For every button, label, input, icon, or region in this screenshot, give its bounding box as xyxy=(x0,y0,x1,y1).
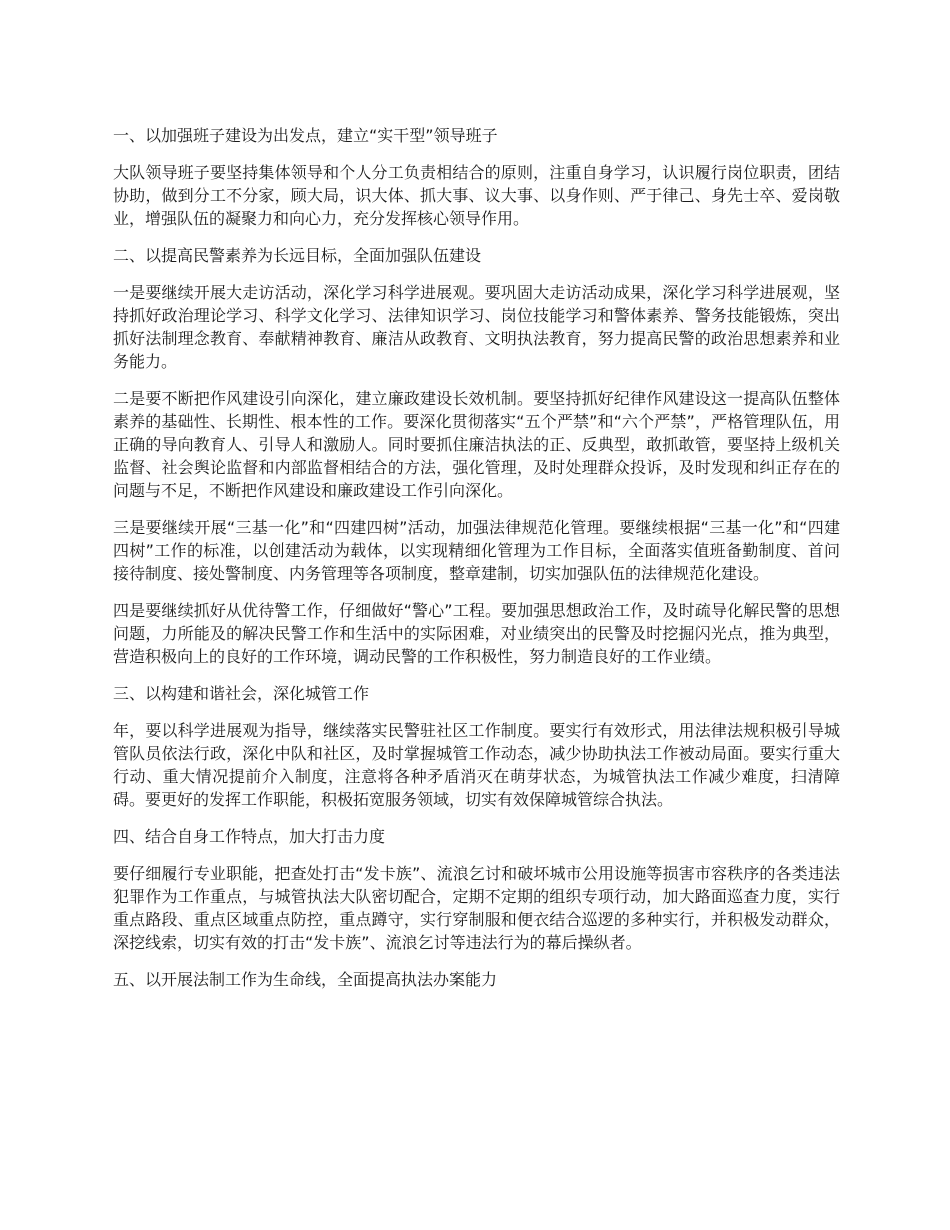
paragraph-crackdown: 要仔细履行专业职能，把查处打击“发卡族”、流浪乞讨和破坏城市公用设施等损害市容秩序的各类违法犯罪作为工作重点，与城管执法大队密切配合，定期不定期的组织专项行动，加大路面巡查力度，实行重点路段、重点区域重点防控，重点蹲守，实行穿制服和便衣结合巡逻的多种实行，并积极发动群众，深挖线索，切实有效的打击“发卡族”、流浪乞讨等违法行为的幕后操纵者。 xyxy=(113,864,840,952)
paragraph-leadership: 大队领导班子要坚持集体领导和个人分工负责相结合的原则，注重自身学习，认识履行岗位职责，团结协助，做到分工不分家，顾大局，识大体、抓大事、议大事、以身作则、严于律己、身先士卒、爱岗敬业，增强队伍的凝聚力和向心力，充分发挥核心领导作用。 xyxy=(113,163,840,228)
section-heading-2: 二、以提高民警素养为长远目标，全面加强队伍建设 xyxy=(113,246,482,265)
paragraph-visit-activity: 一是要继续开展大走访活动，深化学习科学进展观。要巩固大走访活动成果，深化学习科学进展观，坚持抓好政治理论学习、科学文化学习、法律知识学习、岗位技能学习和警体素养、警务技能锻炼，突出抓好法制理念教育、奉献精神教育、廉洁从政教育、文明执法教育，努力提高民警的政治思想素养和业务能力。 xyxy=(113,283,840,371)
section-heading-5: 五、以开展法制工作为生命线，全面提高执法办案能力 xyxy=(113,970,498,989)
paragraph-standardization: 三是要继续开展“三基一化”和“四建四树”活动，加强法律规范化管理。要继续根据“三基一化”和“四建四树”工作的标准，以创建活动为载体，以实现精细化管理为工作目标，全面落实值班备勤制度、首问接待制度、接处警制度、内务管理等各项制度，整章建制，切实加强队伍的法律规范化建设。 xyxy=(113,518,840,583)
section-heading-3: 三、以构建和谐社会，深化城管工作 xyxy=(113,684,370,703)
paragraph-work-style: 二是要不断把作风建设引向深化，建立廉政建设长效机制。要坚持抓好纪律作风建设这一提高队伍整体素养的基础性、长期性、根本性的工作。要深化贯彻落实“五个严禁”和“六个严禁”，严格管理队伍，用正确的导向教育人、引导人和激励人。同时要抓住廉洁执法的正、反典型，敢抓敢管，要坚持上级机关监督、社会舆论监督和内部监督相结合的方法，强化管理，及时处理群众投诉，及时发现和纠正存在的问题与不足，不断把作风建设和廉政建设工作引向深化。 xyxy=(113,389,840,500)
paragraph-police-care: 四是要继续抓好从优待警工作，仔细做好“警心”工程。要加强思想政治工作，及时疏导化解民警的思想问题，力所能及的解决民警工作和生活中的实际困难，对业绩突出的民警及时挖掘闪光点，推为典型，营造积极向上的良好的工作环境，调动民警的工作积极性，努力制造良好的工作业绩。 xyxy=(113,601,840,666)
document-page xyxy=(113,124,840,1005)
paragraph-urban-management: 年，要以科学进展观为指导，继续落实民警驻社区工作制度。要实行有效形式，用法律法规积极引导城管队员依法行政，深化中队和社区，及时掌握城管工作动态，减少协助执法工作被动局面。要实行重大行动、重大情况提前介入制度，注意将各种矛盾消灭在萌芽状态，为城管执法工作减少难度，扫清障碍。要更好的发挥工作职能，积极拓宽服务领域，切实有效保障城管综合执法。 xyxy=(113,721,840,809)
section-heading-1: 一、以加强班子建设为出发点，建立“实干型”领导班子 xyxy=(113,126,498,145)
section-heading-4: 四、结合自身工作特点，加大打击力度 xyxy=(113,827,386,846)
